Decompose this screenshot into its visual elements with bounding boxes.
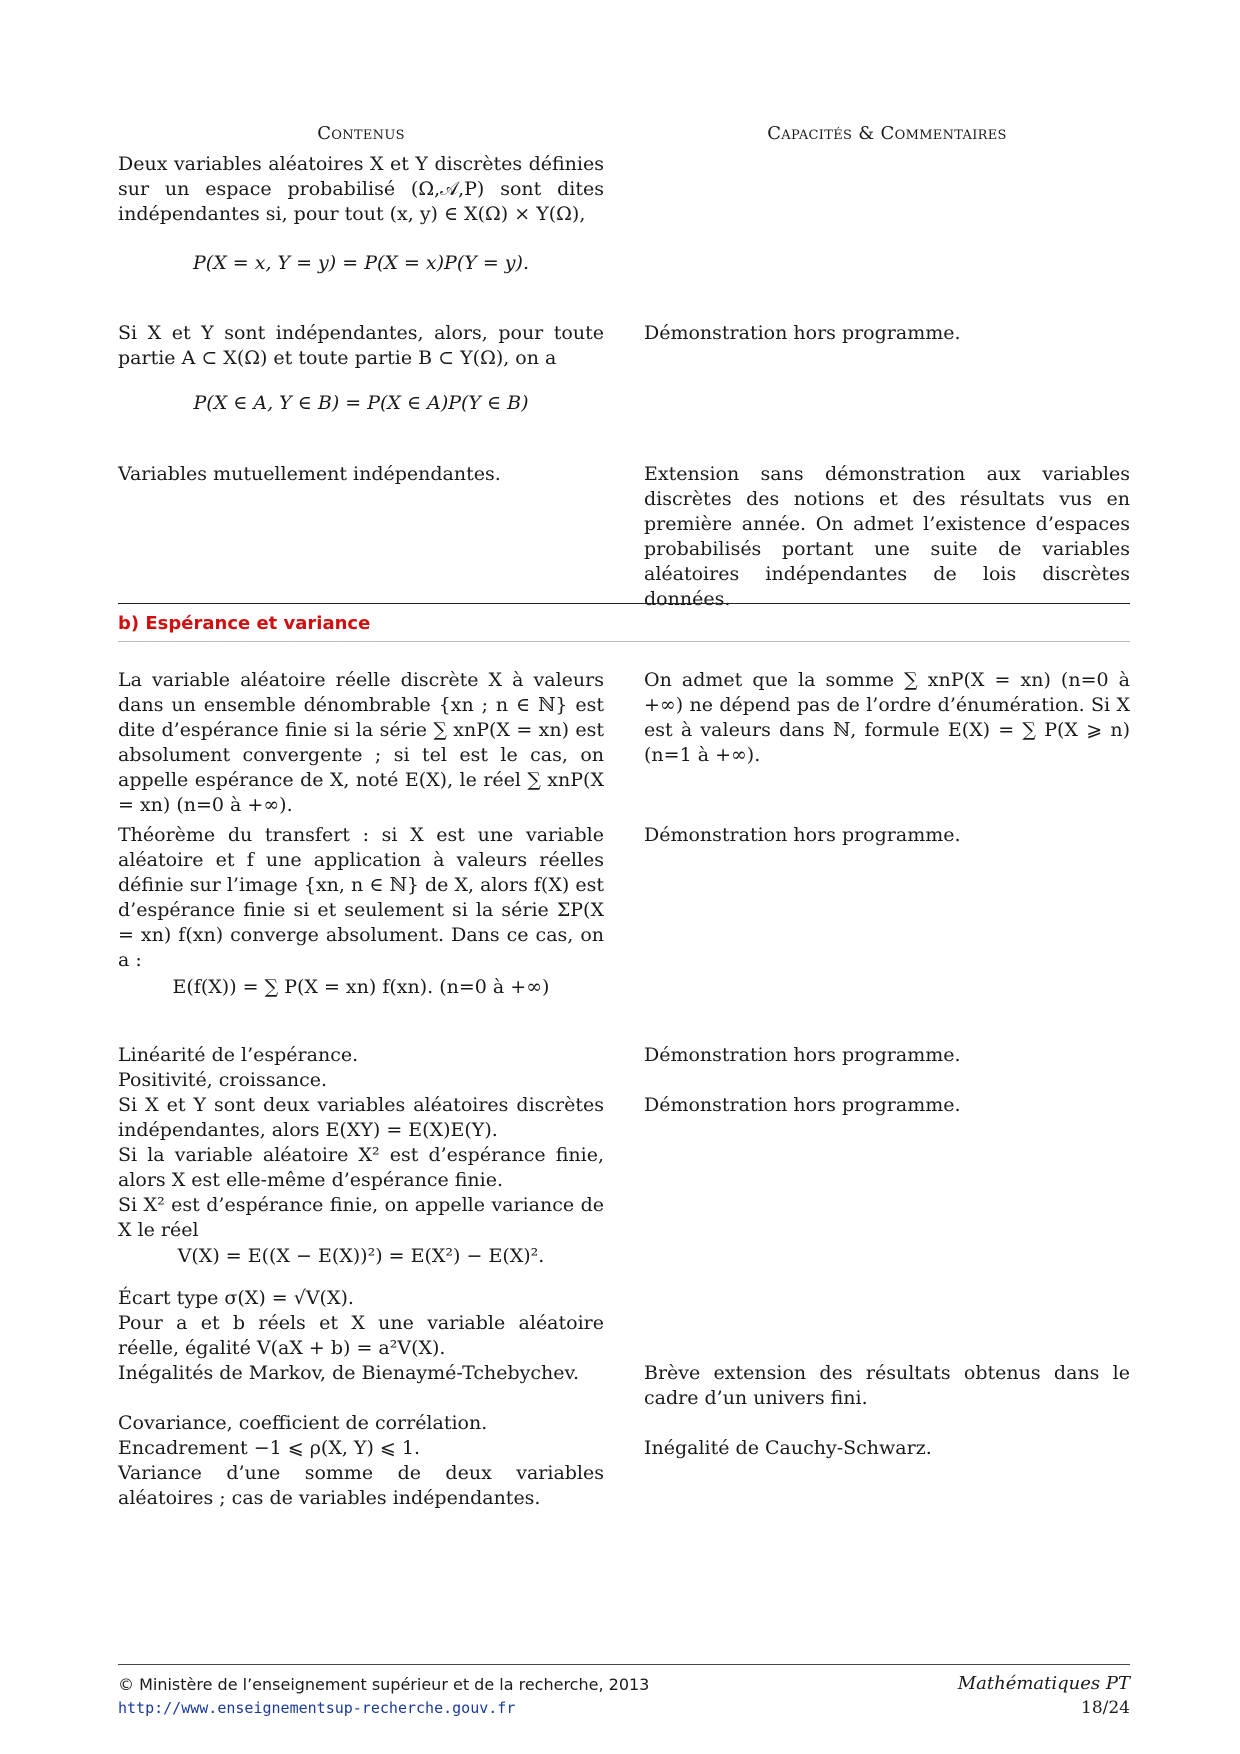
comment-cauchy-schwarz: Inégalité de Cauchy-Schwarz. [644, 1437, 932, 1459]
positivity: Positivité, croissance. [118, 1069, 327, 1091]
variance-definition: Si X² est d’espérance finie, on appelle variance de X le réel [118, 1194, 604, 1241]
footer-copyright: © Ministère de l’enseignement supérieur et de la recherche, 2013 [118, 1675, 650, 1694]
independence-parts-statement: Si X et Y sont indépendantes, alors, pour toute partie A ⊂ X(Ω) et toute partie B ⊂ Y(Ω), on a [118, 322, 604, 369]
footer-url-link[interactable]: http://www.enseignementsup-recherche.gouv.fr [118, 1699, 516, 1717]
product-expectation: Si X et Y sont deux variables aléatoires discrètes indépendantes, alors E(XY) = E(X)E(Y). [118, 1094, 604, 1141]
section-rule-bottom [118, 641, 1130, 642]
covariance: Covariance, coefficient de corrélation. [118, 1412, 488, 1434]
independence-definition: Deux variables aléatoires X et Y discrètes définies sur un espace probabilisé (Ω,𝒜,P) sont dites indépendantes si, pour tout (x, y) ∈ X(Ω) × Y(Ω), [118, 153, 604, 225]
comment-demo-hors-programme-3: Démonstration hors programme. [644, 1044, 961, 1066]
mutual-independence: Variables mutuellement indépendantes. [118, 463, 501, 485]
comment-demo-hors-programme-2: Démonstration hors programme. [644, 824, 961, 846]
comment-demo-hors-programme-1: Démonstration hors programme. [644, 322, 961, 344]
footer-rule [118, 1664, 1130, 1665]
independence-parts-formula: P(X ∈ A, Y ∈ B) = P(X ∈ A)P(Y ∈ B) [193, 392, 529, 414]
expectation-definition: La variable aléatoire réelle discrète X à valeurs dans un ensemble dénombrable {xn ; n ∈ ℕ} est dite d’espérance finie si la série ∑ xnP(X = xn) est absolument convergente ; si tel est le cas, on appelle espérance de X, noté E(X), le réel ∑ xnP(X = xn) (n=0 à +∞). [118, 669, 604, 816]
correlation-bounds: Encadrement −1 ⩽ ρ(X, Y) ⩽ 1. [118, 1437, 421, 1459]
linearity: Linéarité de l’espérance. [118, 1044, 359, 1066]
column-header-contenus: Contenus [317, 123, 405, 144]
footer-subject: Mathématiques PT [957, 1673, 1130, 1694]
comment-extension: Extension sans démonstration aux variables discrètes des notions et des résultats vus en première année. On admet l’existence d’espaces probabilisés portant une suite de variables aléatoires indépendantes de lois discrètes données. [644, 463, 1130, 610]
comment-demo-hors-programme-4: Démonstration hors programme. [644, 1094, 961, 1116]
affine-variance: Pour a et b réels et X une variable aléatoire réelle, égalité V(aX + b) = a²V(X). [118, 1312, 604, 1359]
transfer-theorem: Théorème du transfert : si X est une variable aléatoire et f une application à valeurs réelles définie sur l’image {xn, n ∈ ℕ} de X, alors f(X) est d’espérance finie si et seulement si la série ΣP(X = xn) f(xn) converge absolument. Dans ce cas, on a : [118, 824, 604, 971]
comment-enumeration-order: On admet que la somme ∑ xnP(X = xn) (n=0 à +∞) ne dépend pas de l’ordre d’énumération. Si X est à valeurs dans ℕ, formule E(X) = ∑ P(X ⩾ n) (n=1 à +∞). [644, 669, 1130, 766]
transfer-formula: E(f(X)) = ∑ P(X = xn) f(xn). (n=0 à +∞) [172, 976, 550, 998]
variance-formula: V(X) = E((X − E(X))²) = E(X²) − E(X)². [177, 1245, 545, 1267]
section-title: b) Espérance et variance [118, 613, 371, 634]
markov-bienayme: Inégalités de Markov, de Bienaymé-Tchebychev. [118, 1362, 580, 1384]
comment-finite-universe: Brève extension des résultats obtenus dans le cadre d’un univers fini. [644, 1362, 1130, 1409]
section-rule-top [118, 603, 1130, 604]
independence-formula: P(X = x, Y = y) = P(X = x)P(Y = y). [193, 252, 529, 274]
standard-deviation: Écart type σ(X) = √V(X). [118, 1287, 354, 1309]
page-number: 18/24 [1081, 1698, 1130, 1718]
column-header-capacites: Capacités & Commentaires [767, 123, 1007, 144]
square-integrable: Si la variable aléatoire X² est d’espérance finie, alors X est elle-même d’espérance finie. [118, 1144, 604, 1191]
variance-sum: Variance d’une somme de deux variables aléatoires ; cas de variables indépendantes. [118, 1462, 604, 1509]
